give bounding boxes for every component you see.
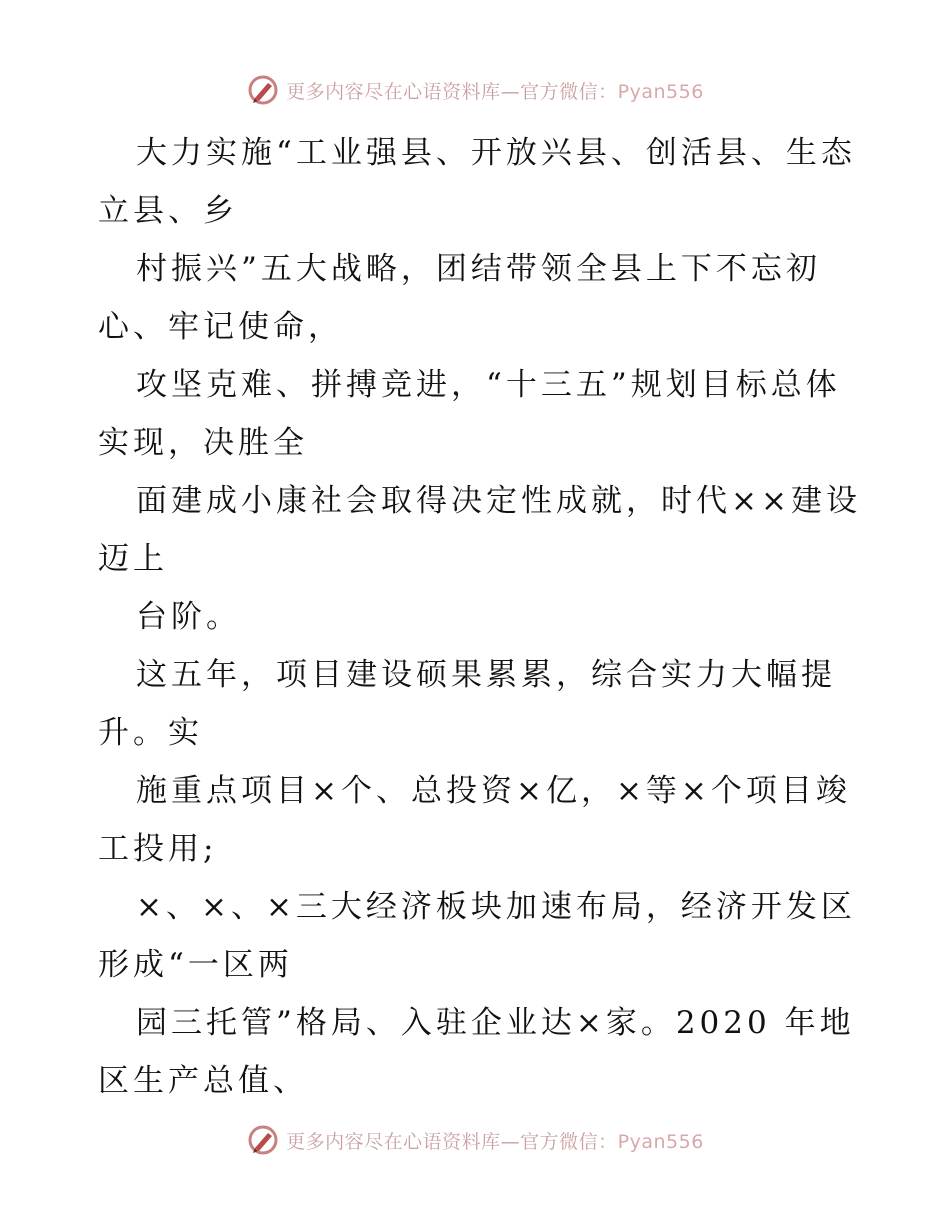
text-line: 大力实施“工业强县、开放兴县、创活县、生态 <box>136 135 856 171</box>
pen-logo-icon <box>246 1123 280 1157</box>
text-line: 心、牢记使命， <box>98 309 343 345</box>
text-line: 实现，决胜全 <box>98 425 308 461</box>
wechat-id: Pyan556 <box>617 1130 704 1153</box>
text-line: ×、×、×三大经济板块加速布局，经济开发区 <box>136 889 856 925</box>
footer-watermark <box>0 1120 950 1160</box>
wechat-id: Pyan556 <box>617 80 704 103</box>
text-line: 区生产总值、 <box>98 1063 308 1099</box>
text-line: 立县、乡 <box>98 193 238 229</box>
text-line: 面建成小康社会取得决定性成就，时代××建设 <box>136 483 861 519</box>
watermark-text: 更多内容尽在心语资料库—官方微信：Pyan556 <box>286 80 704 103</box>
text-line: 迈上 <box>98 541 168 577</box>
text-line: 形成“一区两 <box>98 947 293 983</box>
text-line: 工投用; <box>98 831 218 867</box>
header-watermark <box>0 70 950 110</box>
text-line: 这五年，项目建设硕果累累，综合实力大幅提 <box>136 657 836 693</box>
text-line: 攻坚克难、拼搏竞进，“十三五”规划目标总体 <box>136 367 841 403</box>
text-line: 村振兴”五大战略，团结带领全县上下不忘初 <box>136 251 821 287</box>
pen-logo-icon <box>246 73 280 107</box>
document-body <box>98 124 861 1110</box>
text-line: 园三托管”格局、入驻企业达×家。2020 年地 <box>136 1005 855 1041</box>
text-line: 台阶。 <box>136 599 241 635</box>
watermark-text: 更多内容尽在心语资料库—官方微信：Pyan556 <box>286 1130 704 1153</box>
text-line: 施重点项目×个、总投资×亿，×等×个项目竣 <box>136 773 851 809</box>
text-line: 升。实 <box>98 715 203 751</box>
